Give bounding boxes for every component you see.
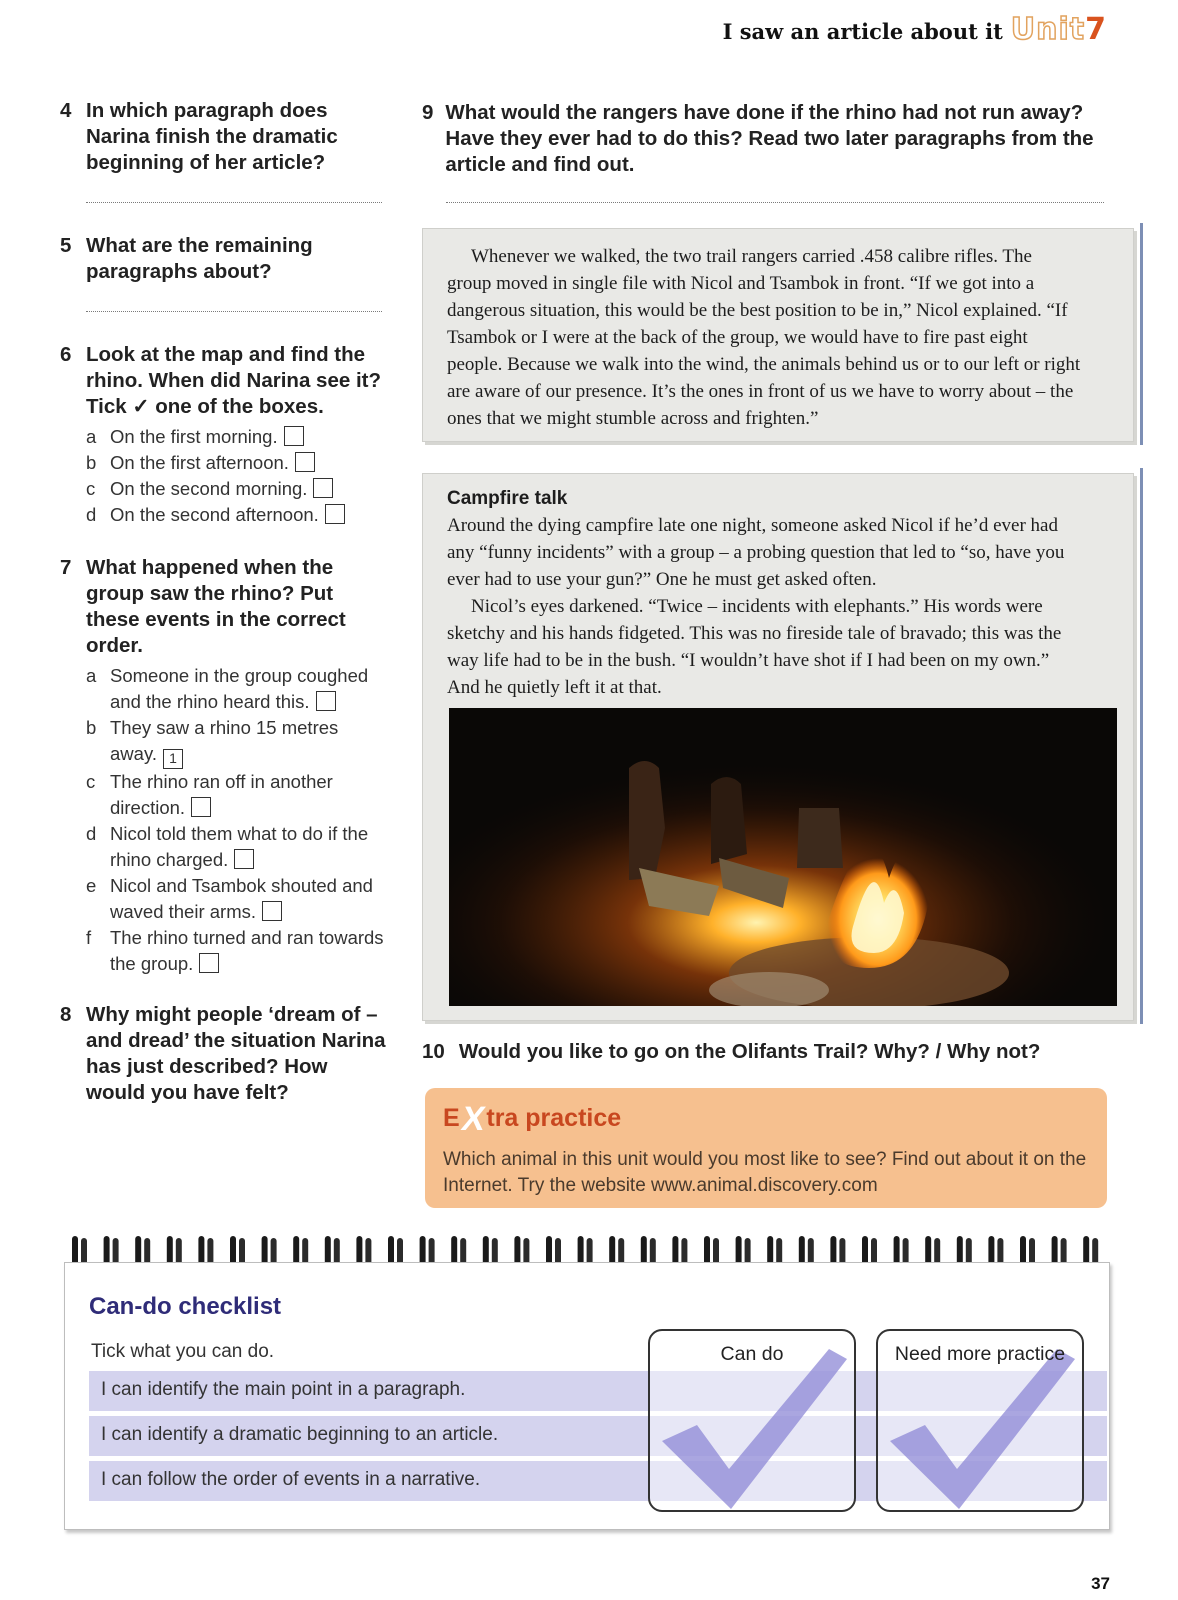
answer-line-9[interactable] (446, 202, 1104, 203)
order-box[interactable] (234, 849, 254, 869)
order-box[interactable] (199, 953, 219, 973)
question-9 (422, 100, 1122, 178)
article-extract-2 (422, 473, 1134, 1021)
x-letter: X (458, 1100, 488, 1138)
event-e: e Nicol and Tsambok shouted and waved their arms. (86, 875, 373, 922)
answer-line-4[interactable] (86, 202, 382, 203)
event-a: a Someone in the group coughed and the rhino heard this. (86, 665, 369, 712)
can-do-checklist (64, 1262, 1110, 1530)
option-d: d On the second afternoon. (86, 502, 390, 528)
question-number: 4 (60, 99, 72, 122)
events-list (86, 663, 390, 977)
question-number: 6 (60, 343, 72, 366)
checklist-title: Can-do checklist (89, 1293, 282, 1320)
unit-word: Unit (1010, 12, 1086, 47)
order-box[interactable]: 1 (163, 749, 183, 769)
extra-practice-title: EXtra practice (443, 1100, 622, 1138)
campfire-photo (449, 708, 1117, 1006)
article-extract-1 (422, 228, 1134, 442)
running-title: I saw an article about it (722, 19, 1003, 44)
question-text: In which paragraph does Narina finish the dramatic beginning of her article? (86, 99, 338, 174)
question-10 (422, 1040, 1040, 1064)
option-b: b On the first afternoon. (86, 450, 390, 476)
question-4 (60, 98, 390, 176)
question-text: What are the remaining paragraphs about? (86, 234, 313, 283)
tick-box[interactable] (284, 426, 304, 446)
checklist-instruction: Tick what you can do. (91, 1341, 275, 1362)
article-paragraph: Around the dying campfire late one night, someone asked Nicol if he’d ever had any “funny incidents” with a group – a probing question that led to “so, have you ever had to use your gun?” One he must get asked often. (447, 515, 1065, 590)
options-list (86, 424, 390, 528)
order-box[interactable] (262, 901, 282, 921)
event-c: c The rhino ran off in another direction. (86, 771, 333, 818)
question-text: Look at the map and find the rhino. When did Narina see it? Tick ✓ one of the boxes. (86, 343, 381, 418)
checklist-item: I can identify the main point in a paragraph. (101, 1379, 466, 1400)
question-number: 5 (60, 234, 72, 257)
article-subheading: Campfire talk (447, 488, 568, 509)
can-do-column[interactable] (648, 1329, 856, 1512)
event-d: d Nicol told them what to do if the rhino charged. (86, 823, 369, 870)
question-8 (60, 1002, 390, 1106)
unit-label (1011, 12, 1106, 47)
option-a: a On the first morning. (86, 424, 390, 450)
question-5 (60, 233, 390, 285)
question-number: 10 (422, 1040, 445, 1063)
question-number: 8 (60, 1003, 72, 1026)
question-text: Why might people ‘dream of – and dread’ the situation Narina has just described? How would you have felt? (86, 1003, 386, 1104)
question-text: What would the rangers have done if the rhino had not run away? Have they ever had to do this? Read two later paragraphs from the article and find out. (445, 101, 1094, 176)
extra-practice-box (425, 1088, 1107, 1208)
tick-box[interactable] (295, 452, 315, 472)
question-number: 7 (60, 556, 72, 579)
question-text: Would you like to go on the Olifants Trail? Why? / Why not? (458, 1040, 1041, 1063)
column-header: Can do (720, 1343, 784, 1365)
event-b: b They saw a rhino 15 metres away. 1 (86, 715, 390, 769)
unit-number: 7 (1085, 12, 1106, 47)
question-number: 9 (422, 101, 434, 124)
option-c: c On the second morning. (86, 476, 390, 502)
order-box[interactable] (316, 691, 336, 711)
checklist-item: I can identify a dramatic beginning to an article. (101, 1424, 499, 1445)
tick-box[interactable] (313, 478, 333, 498)
question-text: What happened when the group saw the rhino? Put these events in the correct order. (86, 556, 346, 657)
question-6 (60, 342, 390, 528)
article-paragraph: Whenever we walked, the two trail rangers carried .458 calibre rifles. The group moved in single file with Nicol and Tsambok in front. “If we got into a dangerous situation, this would be the best position to be in,” Nicol explained. “If Tsambok or I were at the back of the group, we would have to fire past eight people. Because we walk into the wind, the animals behind us or to our left or right are aware of our presence. It’s the ones in front of us we have to worry about – the ones that we might stumble across and frighten.” (447, 246, 1081, 429)
checklist-item: I can follow the order of events in a narrative. (101, 1469, 481, 1490)
question-7 (60, 555, 390, 977)
event-f: f The rhino turned and ran towards the group. (86, 927, 384, 974)
article-paragraph: Nicol’s eyes darkened. “Twice – incidents with elephants.” His words were sketchy and his hands fidgeted. This was no fireside tale of bravado; this was the way life had to be in the bush. “I wouldn’t have shot if I had been on my own.” And he quietly left it at that. (447, 596, 1062, 698)
page-number: 37 (1091, 1574, 1110, 1593)
need-more-practice-column[interactable] (876, 1329, 1084, 1512)
column-header: Need more practice (894, 1343, 1066, 1365)
order-box[interactable] (191, 797, 211, 817)
page-header (723, 12, 1106, 47)
answer-line-5[interactable] (86, 311, 382, 312)
tick-box[interactable] (325, 504, 345, 524)
extra-practice-text: Which animal in this unit would you most like to see? Find out about it on the Internet. Try the website www.animal.discovery.com (443, 1149, 1087, 1196)
